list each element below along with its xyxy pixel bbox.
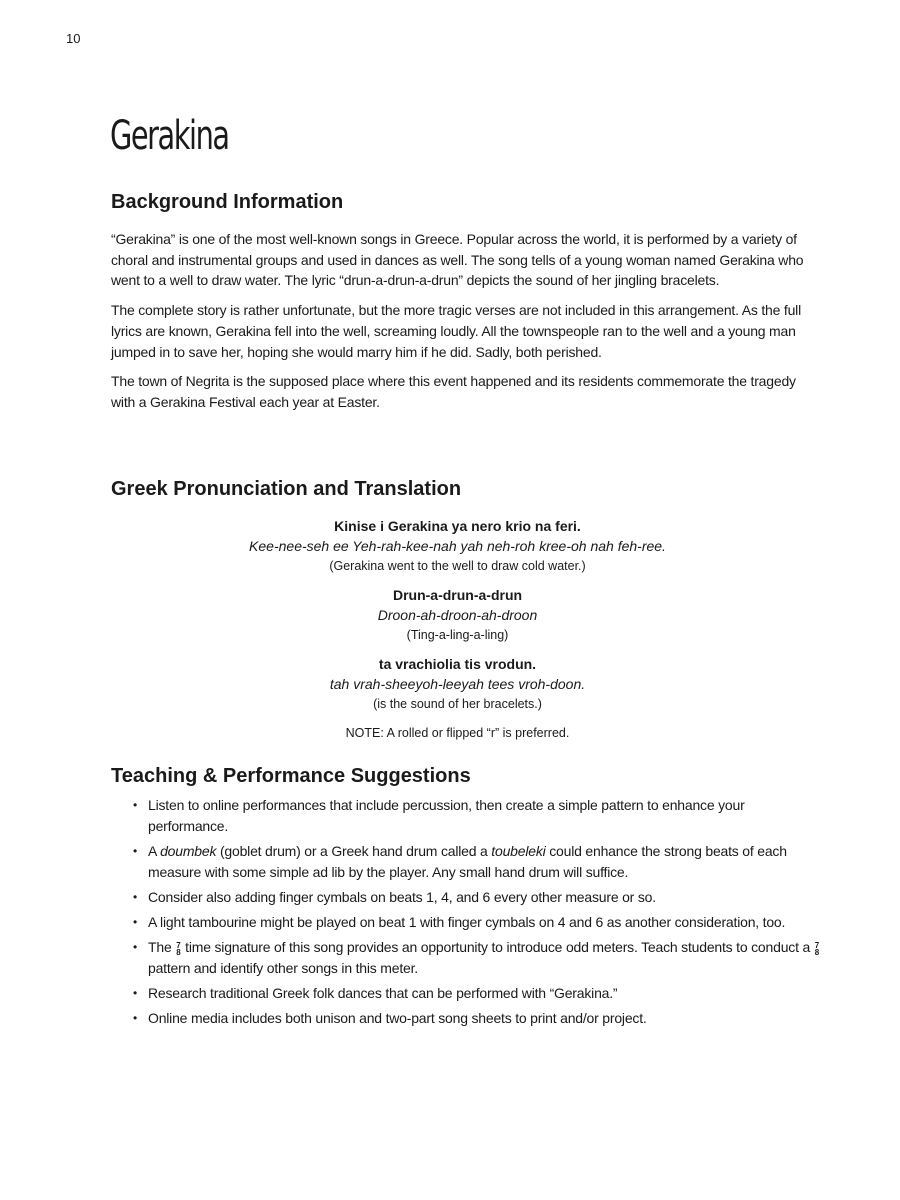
bullet-icon: • (133, 843, 138, 858)
lyric-stanza (180, 585, 735, 645)
translation-lyric: (Ting-a-ling-a-ling) (406, 628, 509, 642)
teaching-heading: Teaching & Performance Suggestions (111, 765, 471, 787)
bullet-icon: • (133, 798, 138, 812)
background-paragraph: The town of Negrita is the supposed place where this event happened and its residents commemorate the tragedy with a Gerakina Festival each year at Easter. (111, 373, 796, 410)
pronunciation-section (180, 516, 735, 743)
list-item-text: pattern and identify other songs in this meter. (148, 959, 418, 976)
list-item-text: Research traditional Greek folk dances that can be performed with “Gerakina.” (148, 985, 618, 1002)
bullet-icon: • (133, 940, 138, 955)
bullet-icon: • (133, 915, 138, 930)
translation-lyric: (Gerakina went to the well to draw cold water.) (329, 559, 586, 573)
list-item-text: Listen to online performances that include percussion, then create a simple pattern to enhance your performance. (148, 797, 745, 834)
time-signature-top: 7 (176, 940, 181, 950)
emphasis-text: doumbek (160, 842, 217, 859)
list-item-text: A (148, 842, 161, 859)
pronunciation-note: NOTE: A rolled or flipped “r” is preferred. (345, 726, 570, 740)
list-item-text: Online media includes both unison and two-part song sheets to print and/or project. (148, 1010, 647, 1027)
suggestion-list (133, 795, 823, 1034)
greek-lyric: Drun-a-drun-a-drun (392, 587, 523, 603)
list-item-text: A light tambourine might be played on beat 1 with finger cymbals on 4 and 6 as another consideration, too. (148, 914, 786, 931)
page-title: Gerakina (110, 113, 229, 159)
time-signature-bottom: 8 (814, 947, 819, 957)
time-signature (176, 942, 180, 956)
list-item (133, 983, 823, 1004)
emphasis-text: toubeleki (491, 842, 546, 859)
list-item (133, 1008, 823, 1029)
list-item (133, 912, 823, 933)
background-paragraph: The complete story is rather unfortunate, but the more tragic verses are not included in this arrangement. As the full lyrics are known, Gerakina fell into the well, screaming loudly. All the townspeople ran to the well and a young man jumped in to save her, hoping she would marry him if he did. Sadly, both perished. (111, 302, 801, 360)
time-signature-bottom: 8 (176, 947, 181, 957)
lyric-stanza (180, 654, 735, 714)
list-item (133, 795, 823, 836)
list-item (133, 937, 823, 978)
list-item (133, 841, 823, 882)
list-item-text: could enhance the strong beats of each measure with some simple ad lib by the player. Any small hand drum will suffice. (148, 842, 787, 880)
background-section (111, 229, 811, 422)
list-item-text: (goblet drum) or a Greek hand drum called a (216, 842, 492, 859)
time-signature-top: 7 (814, 940, 819, 950)
list-item (133, 887, 823, 908)
bullet-icon: • (133, 1011, 138, 1026)
lyric-stanza (180, 516, 735, 576)
list-item-text: time signature of this song provides an opportunity to introduce odd meters. Teach students to conduct a (181, 939, 814, 956)
background-paragraph: “Gerakina” is one of the most well-known songs in Greece. Popular across the world, it is performed by a variety of choral and instrumental groups and used in dances as well. The song tells of a young woman named Gerakina who went to a well to draw water. The lyric “drun-a-drun-a-drun” depicts the sound of her jingling bracelets. (111, 231, 804, 289)
phonetic-lyric: Droon-ah-droon-ah-droon (377, 607, 538, 623)
phonetic-lyric: Kee-nee-seh ee Yeh-rah-kee-nah yah neh-roh kree-oh nah feh-ree. (249, 538, 666, 554)
page-number: 10 (66, 31, 81, 46)
bullet-icon: • (133, 986, 138, 1001)
time-signature (815, 942, 819, 956)
pronunciation-heading: Greek Pronunciation and Translation (111, 478, 462, 500)
list-item-text: The (148, 939, 176, 956)
greek-lyric: Kinise i Gerakina ya nero krio na feri. (334, 518, 581, 534)
translation-lyric: (is the sound of her bracelets.) (373, 697, 542, 711)
phonetic-lyric: tah vrah-sheeyoh-leeyah tees vroh-doon. (329, 676, 586, 692)
list-item-text: Consider also adding finger cymbals on beats 1, 4, and 6 every other measure or so. (148, 888, 656, 905)
background-heading: Background Information (111, 191, 344, 213)
greek-lyric: ta vrachiolia tis vrodun. (378, 656, 537, 672)
bullet-icon: • (133, 889, 138, 904)
